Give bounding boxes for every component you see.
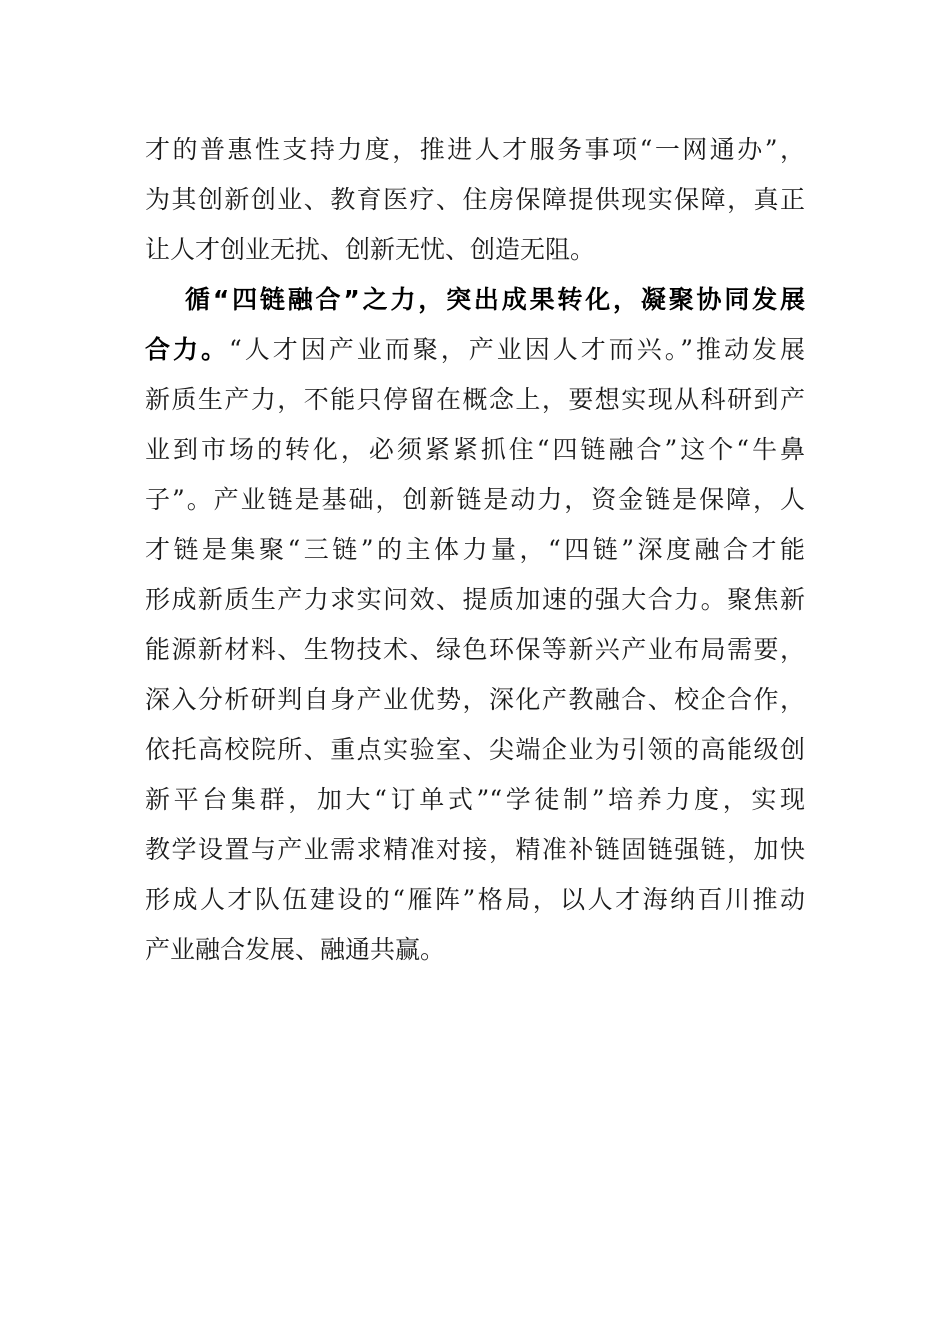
paragraph-2-line-2 <box>145 330 805 370</box>
paragraph-1-line-1: 才的普惠性支持力度，推进人才服务事项“一网通办”， <box>145 135 805 164</box>
paragraph-2-line-8: 能源新材料、生物技术、绿色环保等新兴产业布局需要， <box>145 635 805 664</box>
paragraph-2-line-4: 业到市场的转化，必须紧紧抓住“四链融合”这个“牛鼻 <box>145 435 805 464</box>
paragraph-2-heading-line-2: 合力。 <box>145 335 229 364</box>
paragraph-2-line-13: 形成人才队伍建设的“雁阵”格局，以人才海纳百川推动 <box>145 885 805 914</box>
paragraph-2-line-3: 新质生产力，不能只停留在概念上，要想实现从科研到产 <box>145 385 805 414</box>
paragraph-1-line-3: 让人才创业无扰、创新无忧、创造无阻。 <box>145 235 596 264</box>
paragraph-2-line-5: 子”。产业链是基础，创新链是动力，资金链是保障，人 <box>145 485 805 514</box>
paragraph-2-line-12: 教学设置与产业需求精准对接，精准补链固链强链，加快 <box>145 835 805 864</box>
paragraph-2-heading-line-1: 循“四链融合”之力，突出成果转化，凝聚协同发展 <box>185 285 805 314</box>
paragraph-2-line-2-text: “人才因产业而聚，产业因人才而兴。”推动发展 <box>229 335 805 364</box>
paragraph-2-line-14: 产业融合发展、融通共赢。 <box>145 935 446 964</box>
paragraph-2-line-6: 才链是集聚“三链”的主体力量，“四链”深度融合才能 <box>145 535 805 564</box>
paragraph-2-line-11: 新平台集群，加大“订单式”“学徒制”培养力度，实现 <box>145 785 805 814</box>
paragraph-2-line-10: 依托高校院所、重点实验室、尖端企业为引领的高能级创 <box>145 735 805 764</box>
paragraph-2-line-9: 深入分析研判自身产业优势，深化产教融合、校企合作， <box>145 685 805 714</box>
paragraph-2-line-7: 形成新质生产力求实问效、提质加速的强大合力。聚焦新 <box>145 585 805 614</box>
paragraph-1-line-2: 为其创新创业、教育医疗、住房保障提供现实保障，真正 <box>145 185 805 214</box>
